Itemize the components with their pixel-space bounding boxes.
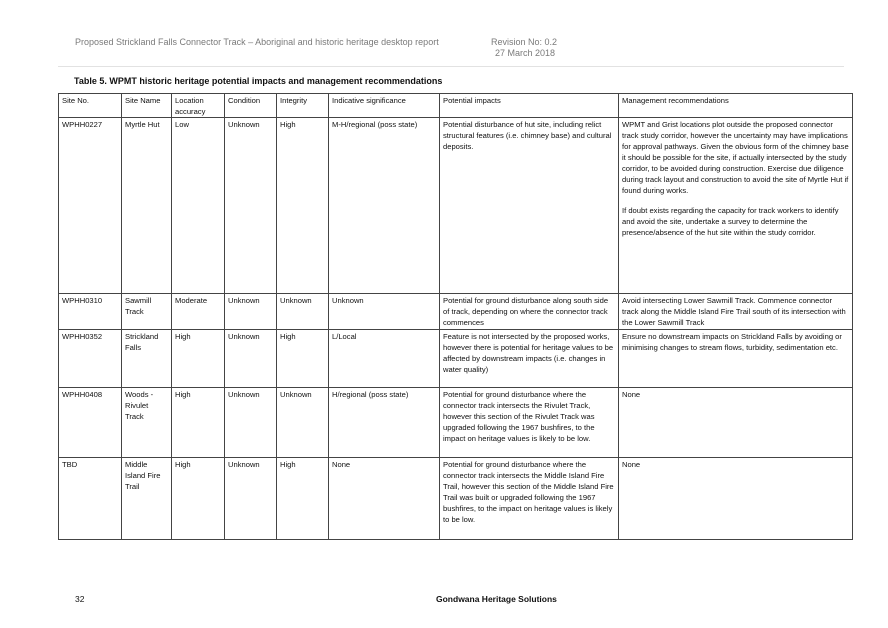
cell-location-accuracy: Low (172, 118, 225, 294)
cell-integrity: High (277, 118, 329, 294)
cell-location-accuracy: High (172, 388, 225, 458)
cell-management: None (619, 458, 853, 540)
cell-site-name: Sawmill Track (122, 294, 172, 330)
cell-site-no: WPHH0408 (59, 388, 122, 458)
cell-site-name: Woods - Rivulet Track (122, 388, 172, 458)
cell-location-accuracy: High (172, 330, 225, 388)
header-report-title: Proposed Strickland Falls Connector Track – Aboriginal and historic heritage desktop report (75, 37, 439, 47)
cell-management: Avoid intersecting Lower Sawmill Track. Commence connector track along the Middle Island Fire Trail south of its intersection with the Lower Sawmill Track (619, 294, 853, 330)
cell-integrity: High (277, 458, 329, 540)
header-revision: Revision No: 0.2 (491, 37, 558, 47)
table-row (59, 330, 853, 388)
footer-company: Gondwana Heritage Solutions (436, 594, 557, 604)
paragraph-gap (622, 196, 849, 205)
col-header-integrity: Integrity (277, 94, 329, 118)
cell-condition: Unknown (225, 388, 277, 458)
cell-condition: Unknown (225, 118, 277, 294)
cell-potential-impacts: Feature is not intersected by the proposed works, however there is potential for heritage values to be affected by downstream impacts (i.e. changes in water quality) (440, 330, 619, 388)
header-date: 27 March 2018 (495, 48, 556, 58)
cell-significance: Unknown (329, 294, 440, 330)
cell-significance: L/Local (329, 330, 440, 388)
cell-potential-impacts: Potential for ground disturbance where the connector track intersects the Middle Island Fire Trail, however this section of the Middle Island Fire Trail was built or upgraded following the 1967 bushfires, to the impact on heritage values is likely to be low. (440, 458, 619, 540)
cell-integrity: Unknown (277, 294, 329, 330)
cell-condition: Unknown (225, 458, 277, 540)
header-revision-block (491, 37, 557, 59)
cell-significance: M-H/regional (poss state) (329, 118, 440, 294)
table-row (59, 118, 853, 294)
cell-site-name: Myrtle Hut (122, 118, 172, 294)
col-header-condition: Condition (225, 94, 277, 118)
cell-management: Ensure no downstream impacts on Strickland Falls by avoiding or minimising changes to stream flows, turbidity, sedimentation etc. (619, 330, 853, 388)
cell-site-no: WPHH0227 (59, 118, 122, 294)
footer-page-number: 32 (75, 594, 85, 604)
cell-condition: Unknown (225, 330, 277, 388)
cell-location-accuracy: High (172, 458, 225, 540)
cell-integrity: Unknown (277, 388, 329, 458)
col-header-potential-impacts: Potential impacts (440, 94, 619, 118)
cell-significance: H/regional (poss state) (329, 388, 440, 458)
management-paragraph: If doubt exists regarding the capacity for track workers to identify and avoid the site, undertake a survey to determine the presence/absence of the hut site within the study corridor. (622, 206, 839, 237)
col-header-management: Management recommendations (619, 94, 853, 118)
cell-potential-impacts: Potential disturbance of hut site, including relict structural features (i.e. chimney base) and cultural deposits. (440, 118, 619, 294)
col-header-site-name: Site Name (122, 94, 172, 118)
cell-management: None (619, 388, 853, 458)
col-header-site-no: Site No. (59, 94, 122, 118)
cell-potential-impacts: Potential for ground disturbance along south side of track, depending on where the connector track commences (440, 294, 619, 330)
cell-significance: None (329, 458, 440, 540)
cell-site-no: TBD (59, 458, 122, 540)
table-caption: Table 5. WPMT historic heritage potential impacts and management recommendations (74, 76, 443, 86)
cell-site-no: WPHH0310 (59, 294, 122, 330)
cell-management (619, 118, 853, 294)
cell-condition: Unknown (225, 294, 277, 330)
cell-location-accuracy: Moderate (172, 294, 225, 330)
cell-integrity: High (277, 330, 329, 388)
table-header-row (59, 94, 853, 118)
heritage-impacts-table (58, 93, 853, 540)
cell-potential-impacts: Potential for ground disturbance where the connector track intersects the Rivulet Track, however this section of the Rivulet Track was upgraded following the 1967 bushfires, to the impact on heritage values is likely to be low. (440, 388, 619, 458)
header-divider (58, 66, 844, 67)
cell-site-no: WPHH0352 (59, 330, 122, 388)
col-header-significance: Indicative significance (329, 94, 440, 118)
col-header-location-accuracy: Location accuracy (172, 94, 225, 118)
table-row (59, 458, 853, 540)
table-row (59, 294, 853, 330)
management-paragraph: WPMT and Grist locations plot outside the proposed connector track study corridor, however the uncertainty may have implications for approval pathways. Given the obvious form of the chimney base it should be possible for the site, if actually intersected by the study corridor, to be avoided during construction. Exercise due diligence during track layout and construction to avoid the site of Myrtle Hut if found during works. (622, 120, 849, 195)
table-row (59, 388, 853, 458)
cell-site-name: Middle Island Fire Trail (122, 458, 172, 540)
cell-site-name: Strickland Falls (122, 330, 172, 388)
